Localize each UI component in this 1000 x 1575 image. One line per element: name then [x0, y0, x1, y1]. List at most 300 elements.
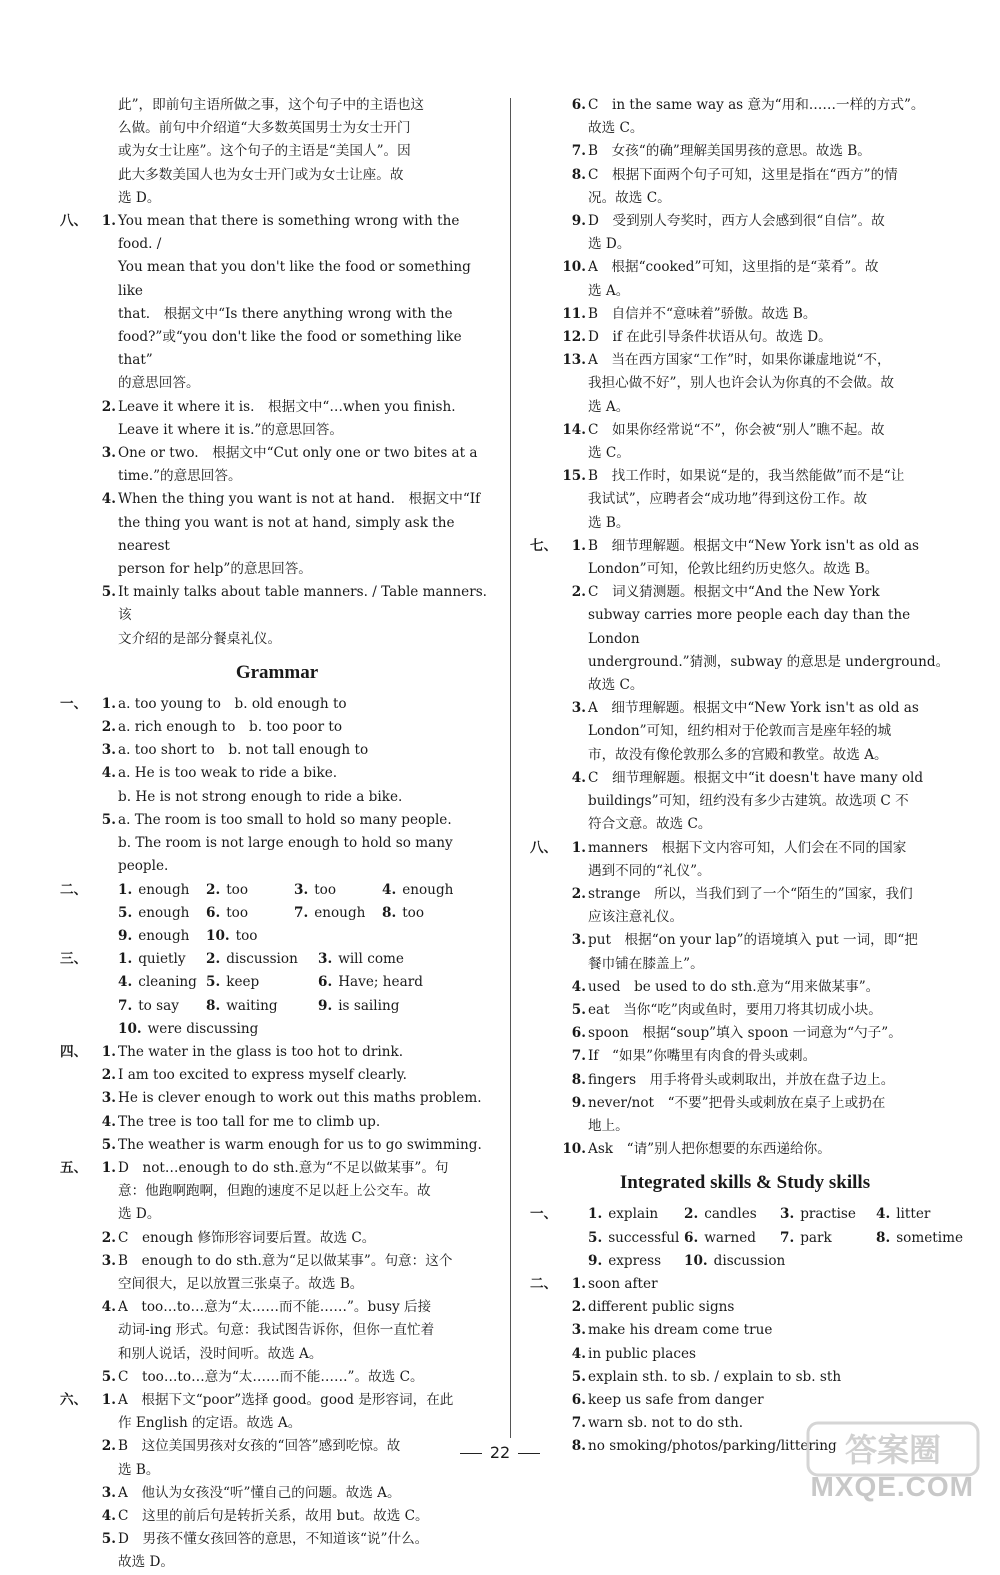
answer-text: 故选 C。 — [588, 120, 644, 137]
item-number: 10. — [118, 1020, 142, 1037]
answer-cell — [318, 995, 438, 1018]
answer-item — [530, 1296, 960, 1319]
answer-item — [530, 1069, 960, 1092]
item-number: 8. — [876, 1229, 891, 1246]
item-number: 1. — [101, 1043, 116, 1060]
answer-text: sometime — [896, 1229, 964, 1246]
item-number: 5. — [206, 974, 221, 991]
answer-text: person for help”的意思回答。 — [118, 561, 312, 578]
answer-text: 文介绍的是部分餐桌礼仪。 — [118, 630, 282, 647]
answer-text: 动词-ing 形式。句意：我试图告诉你，但你一直忙着 — [118, 1322, 435, 1339]
answer-text: 故选 D。 — [118, 1554, 175, 1571]
section-label: 三、 — [60, 951, 88, 968]
answer-text: the thing you want is not at hand, simply ask the nearest — [118, 514, 455, 554]
answer-item — [60, 716, 494, 739]
answer-text: underground.”猜测，subway 的意思是 underground。 — [588, 653, 950, 670]
item-number: 10. — [562, 1141, 586, 1158]
answer-item — [530, 1319, 960, 1342]
answer-item — [530, 535, 960, 558]
item-number: 5. — [588, 1229, 603, 1246]
answer-text: litter — [896, 1206, 931, 1223]
grammar-heading: Grammar — [235, 661, 319, 683]
answer-text: You mean that you don't like the food or something like — [118, 259, 471, 299]
item-number: 2. — [206, 881, 221, 898]
item-number: 6. — [571, 1391, 586, 1408]
answer-line — [60, 326, 494, 372]
answer-text: b. The room is not large enough to hold so many people. — [118, 835, 453, 875]
answer-item — [530, 1045, 960, 1068]
answer-text: D not…enough to do sth.意为“不足以做某事”。句 — [118, 1159, 449, 1176]
section-7-answers — [530, 535, 960, 837]
item-number: 6. — [318, 974, 333, 991]
answer-text: warn sb. not to do sth. — [588, 1415, 744, 1432]
item-number: 10. — [684, 1252, 708, 1269]
item-number: 1. — [101, 1159, 116, 1176]
item-number: 7. — [571, 143, 586, 160]
answer-line — [530, 674, 960, 697]
answer-line — [60, 558, 494, 581]
answer-text: One or two. 根据文中“Cut only one or two bites at a — [118, 445, 478, 462]
answer-item — [530, 1273, 960, 1296]
item-number: 3. — [101, 1252, 116, 1269]
item-number: 7. — [571, 1048, 586, 1065]
answer-text: subway carries more people each day than the London — [588, 607, 911, 647]
answer-cell — [382, 902, 470, 925]
answer-text: enough — [138, 904, 190, 921]
answer-text: The weather is warm enough for us to go swimming. — [118, 1136, 482, 1153]
answer-item — [530, 94, 960, 117]
answer-text: He is clever enough to work out this maths problem. — [118, 1090, 482, 1107]
answer-text: 选 B。 — [588, 514, 630, 531]
answer-text: enough — [314, 904, 366, 921]
text-line: 此大多数美国人也为女士开门或为女士让座。故 — [118, 166, 404, 183]
answer-text: a. too short to b. not tall enough to — [118, 742, 369, 759]
answer-text: practise — [800, 1206, 856, 1223]
answer-text: different public signs — [588, 1299, 735, 1316]
answer-text: will come — [338, 951, 404, 968]
answer-text: C 细节理解题。根据文中“it doesn't have many old — [588, 769, 924, 786]
footer-dash-right — [518, 1453, 540, 1454]
answer-text: discussion — [713, 1252, 786, 1269]
item-number: 2. — [571, 1299, 586, 1316]
item-number: 5. — [571, 1368, 586, 1385]
answer-item — [60, 1064, 494, 1087]
item-number: 10. — [206, 927, 230, 944]
item-number: 3. — [294, 881, 309, 898]
answer-text: The tree is too tall for me to climb up. — [118, 1113, 381, 1130]
answer-line — [60, 1551, 494, 1574]
answer-line — [60, 465, 494, 488]
answer-item — [530, 1092, 960, 1115]
answer-text: 作 English 的定语。故选 A。 — [118, 1415, 302, 1432]
answer-line — [60, 1203, 494, 1226]
answer-text: 意：他跑啊跑啊，但跑的速度不足以赶上公交车。故 — [118, 1183, 431, 1200]
answer-text: B enough to do sth.意为“足以做某事”。句意：这个 — [118, 1252, 453, 1269]
answer-text: 选 C。 — [588, 445, 630, 462]
answer-text: 况。故选 C。 — [588, 189, 671, 206]
answer-line — [530, 396, 960, 419]
answer-cell — [206, 995, 318, 1018]
answer-text: D 受到别人夸奖时，西方人会感到很“自信”。故 — [588, 213, 885, 230]
answer-text: discussion — [226, 951, 298, 968]
item-number: 5. — [101, 811, 116, 828]
answer-text: B 这位美国男孩对女孩的“回答”感到吃惊。故 — [118, 1438, 401, 1455]
item-number: 4. — [101, 1113, 116, 1130]
answer-text: fingers 用手将骨头或刺取出，并放在盘子边上。 — [588, 1071, 895, 1088]
text-line: 或为女士让座”。这个句子的主语是“美国人”。因 — [118, 143, 411, 160]
answer-cell — [118, 902, 206, 925]
answer-text: London”可知，伦敦比纽约历史悠久。故选 B。 — [588, 561, 879, 578]
answer-row — [60, 995, 494, 1018]
answer-text: C enough 修饰形容词要后置。故选 C。 — [118, 1229, 376, 1246]
grammar-section-3 — [60, 948, 494, 1041]
item-number: 2. — [571, 584, 586, 601]
answer-text: buildings”可知，纽约没有多少古建筑。故选项 C 不 — [588, 793, 909, 810]
answer-item — [530, 1366, 960, 1389]
answer-text: A 他认为女孩没“听”懂自己的问题。故选 A。 — [118, 1484, 401, 1501]
answer-text: too — [235, 927, 258, 944]
answer-row — [530, 1250, 960, 1273]
item-number: 3. — [101, 445, 116, 462]
answer-text: C too…to…意为“太……而不能……”。故选 C。 — [118, 1368, 424, 1385]
watermark-logo — [798, 1415, 988, 1515]
item-number: 4. — [101, 1507, 116, 1524]
item-number: 9. — [571, 213, 586, 230]
answer-text: A 根据下文“poor”选择 good。good 是形容词，在此 — [118, 1391, 454, 1408]
answer-item — [60, 1134, 494, 1157]
answer-row — [60, 948, 494, 971]
answer-line — [530, 744, 960, 767]
answer-item — [60, 488, 494, 511]
item-number: 5. — [101, 584, 116, 601]
answer-item — [60, 210, 494, 256]
answer-text: B 女孩“的确”理解美国男孩的意思。故选 B。 — [588, 143, 871, 160]
answer-line — [530, 117, 960, 140]
answer-item — [60, 396, 494, 419]
answer-text: enough — [402, 881, 454, 898]
item-number: 8. — [571, 166, 586, 183]
answer-row — [60, 925, 494, 948]
grammar-section-6 — [60, 1389, 494, 1575]
answer-item — [530, 767, 960, 790]
item-number: 9. — [118, 927, 133, 944]
section-label: 四、 — [60, 1043, 88, 1060]
answer-text: soon after — [588, 1275, 658, 1292]
answer-text: C 根据下面两个句子可知，这里是指在“西方”的情 — [588, 166, 898, 183]
answer-cell — [318, 948, 438, 971]
answer-item — [530, 210, 960, 233]
item-number: 2. — [206, 951, 221, 968]
answer-cell — [588, 1203, 684, 1226]
answer-line — [60, 1459, 494, 1482]
item-number: 4. — [571, 1345, 586, 1362]
answer-text: B 细节理解题。根据文中“New York isn't as old as — [588, 537, 920, 554]
item-number: 3. — [101, 742, 116, 759]
answer-text: used be used to do sth.意为“用来做某事”。 — [588, 978, 880, 995]
answer-text: waiting — [226, 997, 278, 1014]
answer-line — [530, 651, 960, 674]
item-number: 9. — [588, 1252, 603, 1269]
answer-item — [60, 1227, 494, 1250]
answer-cell — [118, 995, 206, 1018]
section-6-continued — [530, 94, 960, 535]
answer-text: enough — [138, 927, 190, 944]
grammar-section-2 — [60, 879, 494, 949]
answer-text: When the thing you want is not at hand. 根据文中“If — [118, 491, 481, 508]
answer-item — [60, 1389, 494, 1412]
item-number: 8. — [571, 1071, 586, 1088]
answer-item — [530, 999, 960, 1022]
answer-item — [530, 1343, 960, 1366]
answer-item — [530, 837, 960, 860]
answer-text: You mean that there is something wrong with the food. / — [118, 213, 460, 253]
answer-text: park — [800, 1229, 832, 1246]
item-number: 7. — [118, 997, 133, 1014]
item-number: 7. — [294, 904, 309, 921]
answer-line — [60, 1180, 494, 1203]
answer-row — [60, 879, 494, 902]
answer-item — [60, 1505, 494, 1528]
answer-line — [60, 303, 494, 326]
answer-line — [530, 558, 960, 581]
answer-text: eat 当你“吃”肉或鱼时，要用刀将其切成小块。 — [588, 1001, 882, 1018]
answer-row — [60, 1018, 494, 1041]
answer-text: The water in the glass is too hot to drink. — [118, 1043, 404, 1060]
answer-text: 地上。 — [588, 1117, 629, 1134]
answer-line — [530, 953, 960, 976]
item-number: 4. — [118, 974, 133, 991]
watermark-logo-text: 答案圈 — [844, 1431, 942, 1469]
item-number: 15. — [562, 468, 586, 485]
answer-text: Leave it where it is. 根据文中“…when you finish. — [118, 398, 456, 415]
item-number: 4. — [101, 491, 116, 508]
answer-text: food?”或“you don't like the food or something like that” — [118, 329, 462, 369]
answer-text: keep us safe from danger — [588, 1391, 764, 1408]
item-number: 1. — [101, 213, 116, 230]
item-number: 8. — [206, 997, 221, 1014]
answer-line — [60, 419, 494, 442]
answer-cell — [780, 1227, 876, 1250]
answer-text: put 根据“on your lap”的语境填入 put 一词，即“把 — [588, 932, 918, 949]
answer-text: 选 B。 — [118, 1461, 160, 1478]
item-number: 5. — [101, 1136, 116, 1153]
section-8-answers — [60, 210, 494, 651]
answer-item — [530, 140, 960, 163]
answer-item — [530, 697, 960, 720]
answer-text: a. He is too weak to ride a bike. — [118, 765, 338, 782]
answer-text: If “如果”你嘴里有肉食的骨头或刺。 — [588, 1048, 817, 1065]
section-label: 二、 — [60, 881, 88, 898]
answer-line — [530, 790, 960, 813]
answer-text: 的意思回答。 — [118, 375, 200, 392]
answer-text: a. too young to b. old enough to — [118, 695, 347, 712]
answer-cell — [206, 902, 294, 925]
answer-cell — [206, 925, 294, 948]
answer-item — [60, 693, 494, 716]
answer-text: A 细节理解题。根据文中“New York isn't as old as — [588, 700, 919, 717]
answer-item — [60, 442, 494, 465]
answer-line — [60, 372, 494, 395]
section-label: 七、 — [530, 537, 558, 554]
item-number: 8. — [382, 904, 397, 921]
answer-item — [530, 349, 960, 372]
answer-text: make his dream come true — [588, 1322, 773, 1339]
answer-item — [60, 1482, 494, 1505]
answer-line — [530, 372, 960, 395]
answer-line — [530, 233, 960, 256]
answer-cell — [382, 879, 470, 902]
item-number: 4. — [382, 881, 397, 898]
answer-item — [530, 976, 960, 999]
item-number: 1. — [118, 881, 133, 898]
answer-item — [530, 1138, 960, 1161]
item-number: 3. — [101, 1090, 116, 1107]
answer-text: in public places — [588, 1345, 696, 1362]
item-number: 1. — [588, 1206, 603, 1223]
answer-text: A too…to…意为“太……而不能……”。busy 后接 — [118, 1299, 432, 1316]
item-number: 2. — [101, 398, 116, 415]
answer-text: 选 D。 — [588, 236, 631, 253]
answer-line — [60, 832, 494, 878]
answer-text: 市，故没有像伦敦那么多的宫殿和教堂。故选 A。 — [588, 746, 888, 763]
answer-cell — [588, 1250, 684, 1273]
section-label: 八、 — [530, 839, 558, 856]
answer-line — [530, 512, 960, 535]
answer-text: 符合文意。故选 C。 — [588, 816, 712, 833]
item-number: 2. — [684, 1206, 699, 1223]
answer-cell — [876, 1203, 972, 1226]
answer-text: 选 D。 — [118, 1206, 161, 1223]
answer-cell — [684, 1250, 786, 1273]
answer-item — [60, 581, 494, 627]
answer-cell — [294, 879, 382, 902]
answer-line — [60, 1319, 494, 1342]
answer-cell — [780, 1203, 876, 1226]
answer-text: D if 在此引导条件状语从句。故选 D。 — [588, 329, 832, 346]
item-number: 1. — [571, 537, 586, 554]
answer-text: 选 A。 — [588, 398, 630, 415]
item-number: 8. — [571, 1438, 586, 1455]
answer-text: London”可知，纽约相对于伦敦而言是座年轻的城 — [588, 723, 892, 740]
answer-text: 应该注意礼仪。 — [588, 909, 684, 926]
item-number: 13. — [562, 352, 586, 369]
answer-item — [530, 883, 960, 906]
answer-text: express — [608, 1252, 662, 1269]
answer-item — [60, 1041, 494, 1064]
column-divider — [510, 98, 511, 1438]
item-number: 3. — [101, 1484, 116, 1501]
item-number: 3. — [571, 700, 586, 717]
item-number: 12. — [562, 329, 586, 346]
answer-item — [60, 1528, 494, 1551]
skills-heading: Integrated skills & Study skills — [619, 1172, 871, 1194]
answer-item — [60, 1296, 494, 1319]
grammar-section-4 — [60, 1041, 494, 1157]
answer-item — [530, 303, 960, 326]
item-number: 3. — [571, 932, 586, 949]
right-column — [530, 94, 964, 1459]
grammar-section-5 — [60, 1157, 494, 1389]
answer-line — [60, 512, 494, 558]
item-number: 11. — [562, 305, 586, 322]
answer-cell — [206, 971, 318, 994]
answer-line — [530, 488, 960, 511]
answer-text: 空间很大，足以放置三张桌子。故选 B。 — [118, 1275, 364, 1292]
item-number: 5. — [101, 1368, 116, 1385]
left-column — [60, 94, 494, 1575]
answer-row — [530, 1227, 964, 1250]
answer-text: explain — [608, 1206, 659, 1223]
answer-text: enough — [138, 881, 190, 898]
answer-cell — [318, 971, 438, 994]
answer-item — [530, 1022, 960, 1045]
answer-text: C 这里的前后句是转折关系，故用 but。故选 C。 — [118, 1507, 429, 1524]
answer-text: Ask “请”别人把你想要的东西递给你。 — [588, 1141, 831, 1158]
answer-text: that. 根据文中“Is there anything wrong with the — [118, 305, 453, 322]
answer-row — [530, 1203, 960, 1226]
item-number: 6. — [684, 1229, 699, 1246]
item-number: 9. — [571, 1094, 586, 1111]
answer-text: warned — [704, 1229, 756, 1246]
answer-text: quietly — [138, 951, 186, 968]
answer-text: C 词义猜测题。根据文中“And the New York — [588, 584, 880, 601]
text-line: 此”，即前句主语所做之事，这个句子中的主语也这 — [118, 97, 425, 113]
item-number: 2. — [101, 719, 116, 736]
answer-text: 遇到不同的“礼仪”。 — [588, 862, 711, 879]
answer-cell — [118, 1018, 259, 1041]
answer-cell — [206, 948, 318, 971]
answer-text: manners 根据下文内容可知，人们会在不同的国家 — [588, 839, 907, 856]
answer-line — [60, 1412, 494, 1435]
answer-text: spoon 根据“soup”填入 spoon 一词意为“勺子”。 — [588, 1025, 902, 1042]
answer-line — [530, 280, 960, 303]
answer-row — [60, 902, 494, 925]
answer-item — [530, 419, 960, 442]
answer-text: 选 A。 — [588, 282, 630, 299]
answer-text: cleaning — [138, 974, 197, 991]
answer-item — [60, 762, 494, 785]
answer-cell — [876, 1227, 972, 1250]
grammar-section-1 — [60, 693, 494, 879]
item-number: 4. — [101, 1299, 116, 1316]
answer-line — [60, 786, 494, 809]
answer-text: a. rich enough to b. too poor to — [118, 719, 343, 736]
answer-text: time.”的意思回答。 — [118, 468, 242, 485]
section-8b-answers — [530, 837, 960, 1162]
answer-text: successful — [608, 1229, 680, 1246]
answer-text: 和别人说话，没时间听。故选 A。 — [118, 1345, 323, 1362]
answer-text: A 根据“cooked”可知，这里指的是“菜肴”。故 — [588, 259, 879, 276]
answer-item — [530, 164, 960, 187]
item-number: 6. — [206, 904, 221, 921]
item-number: 14. — [562, 421, 586, 438]
answer-cell — [118, 948, 206, 971]
answer-cell — [118, 971, 206, 994]
answer-item — [530, 465, 960, 488]
answer-line — [530, 813, 960, 836]
answer-text: B 找工作时，如果说“是的，我当然能做”而不是“让 — [588, 468, 905, 485]
item-number: 2. — [101, 1438, 116, 1455]
answer-text: Leave it where it is.”的意思回答。 — [118, 421, 343, 438]
item-number: 5. — [118, 904, 133, 921]
answer-item — [60, 1366, 494, 1389]
answer-cell — [118, 879, 206, 902]
answer-item — [530, 256, 960, 279]
page-number: 22 — [489, 1443, 511, 1462]
item-number: 1. — [571, 839, 586, 856]
answer-text: D 男孩不懂女孩回答的意思，不知道该“说”什么。 — [118, 1531, 429, 1548]
answer-text: Have; heard — [338, 974, 423, 991]
